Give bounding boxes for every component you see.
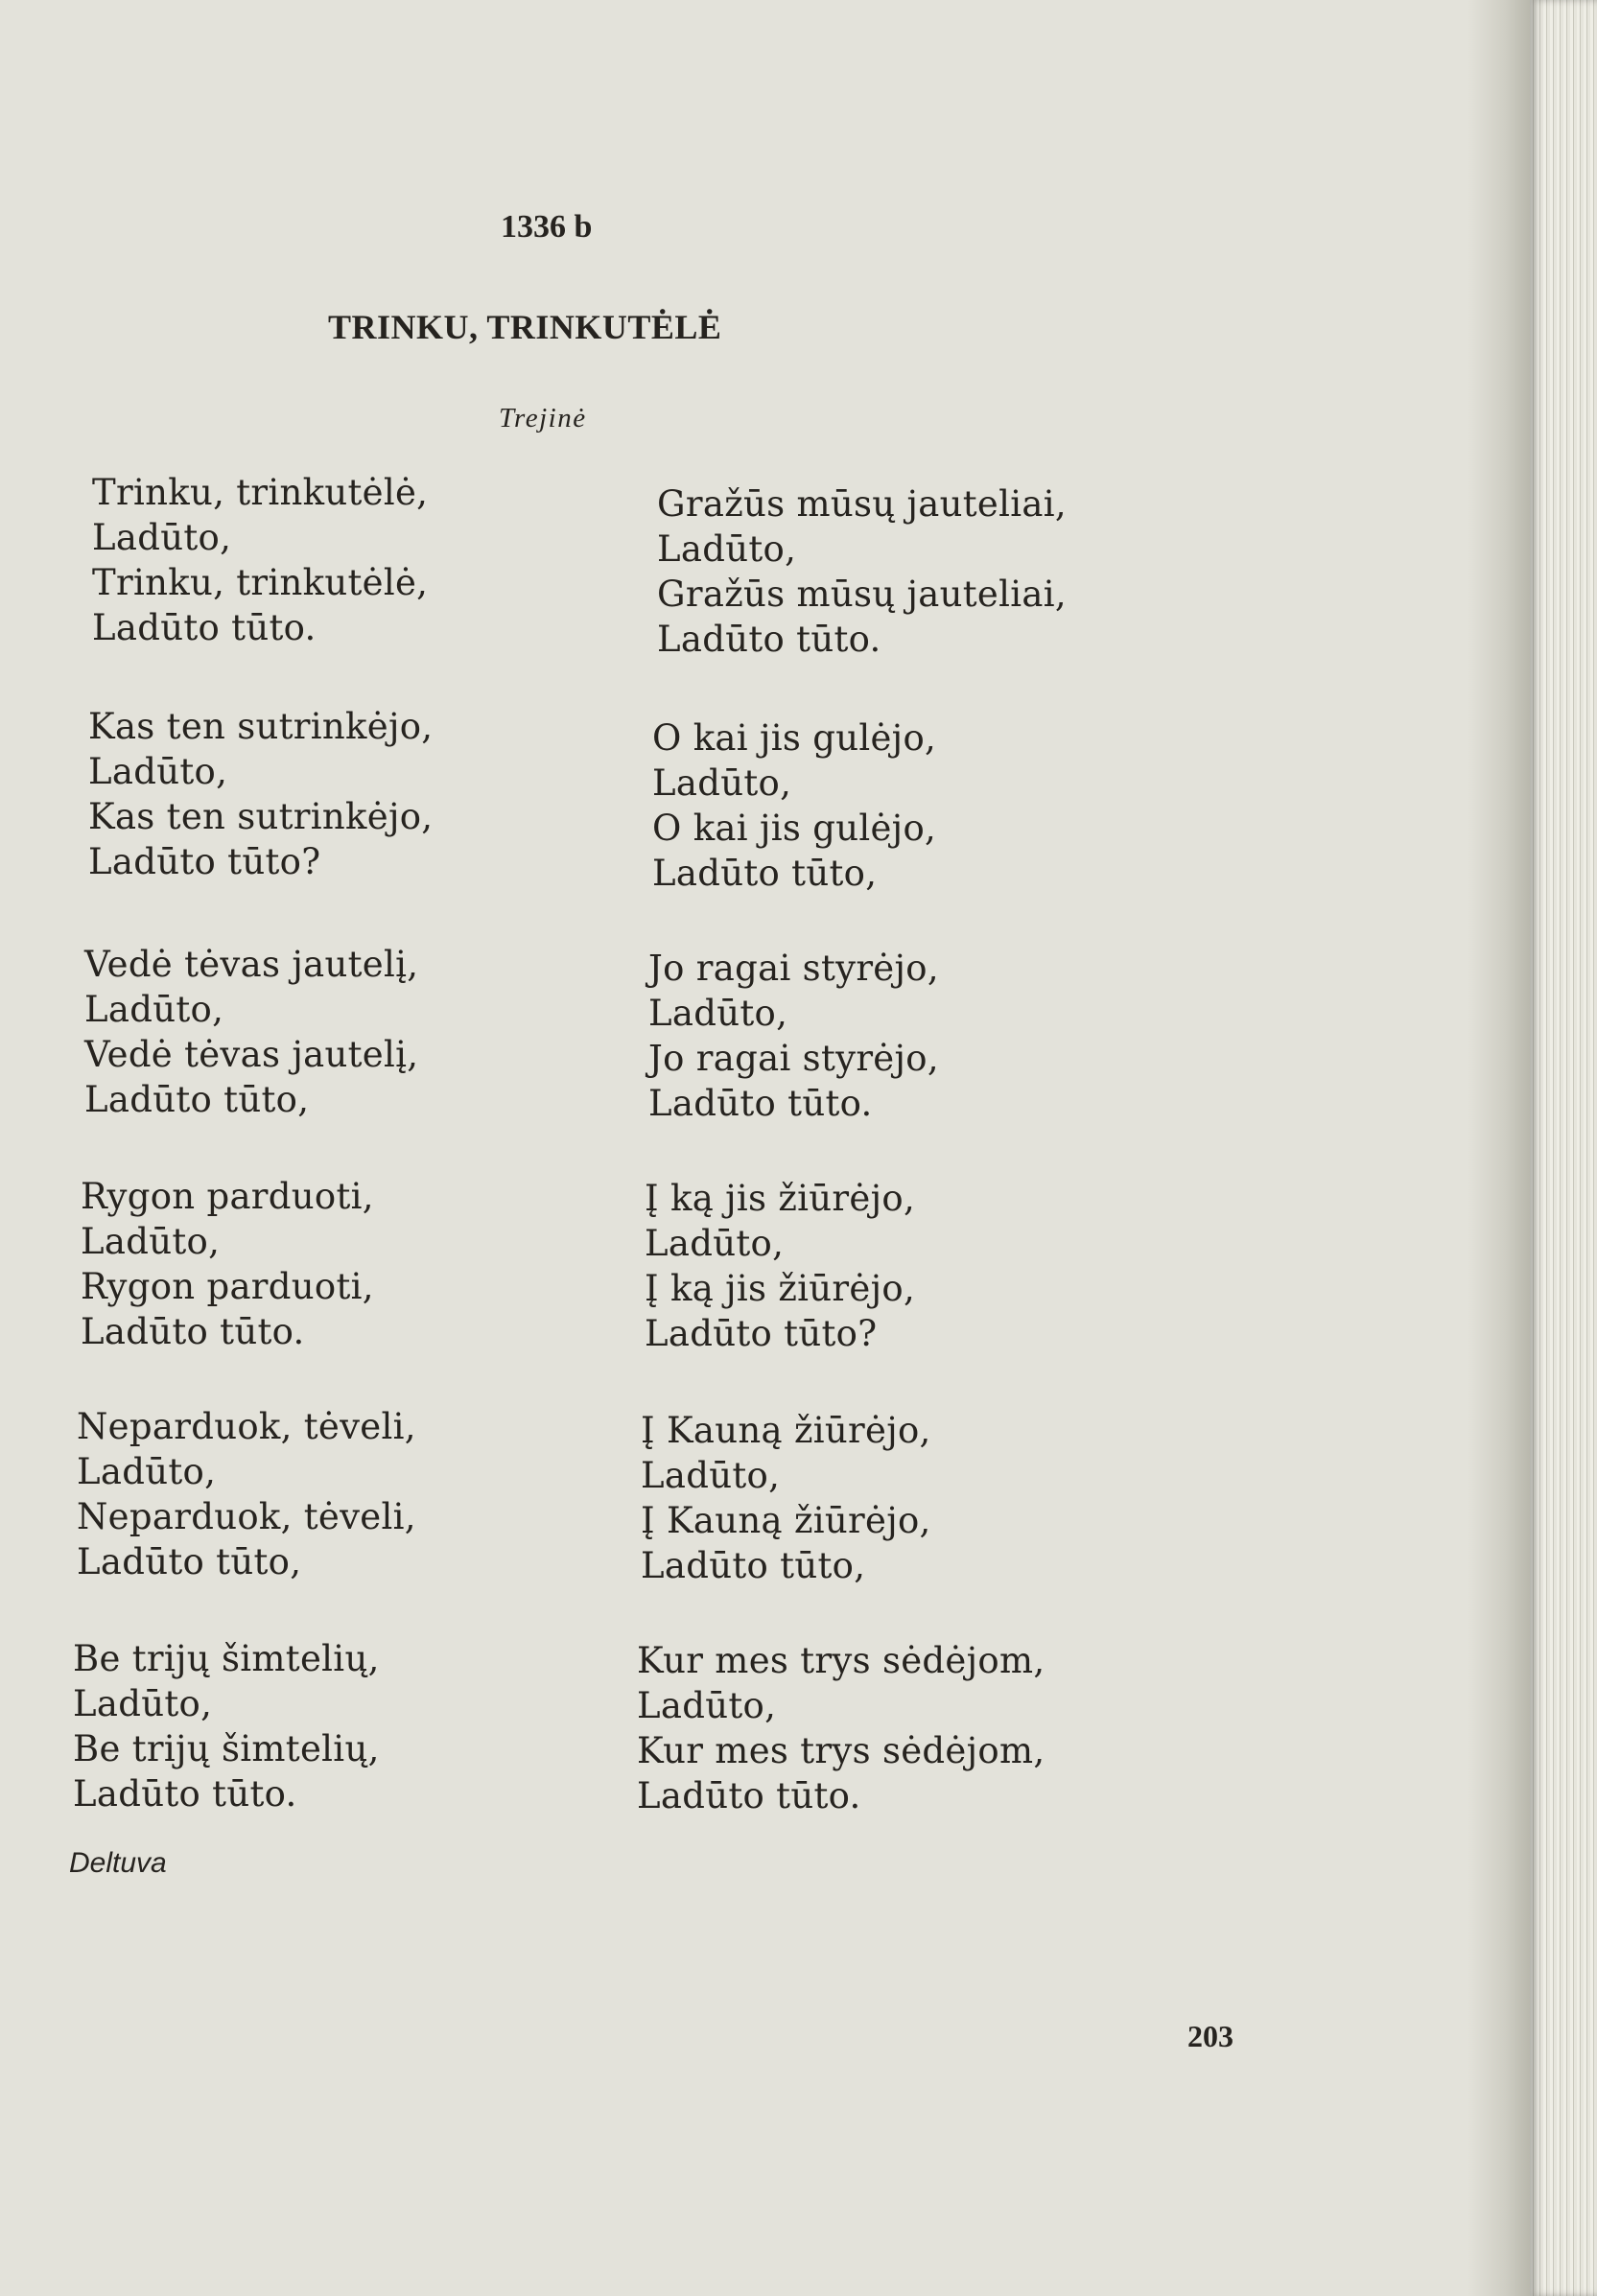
- stanza-left-1: [92, 470, 428, 650]
- verse-line: Ladūto,: [88, 751, 228, 792]
- verse-line: Ladūto tūto?: [88, 841, 321, 882]
- verse-line: Ladūto,: [648, 993, 788, 1034]
- verse-line: Ladūto,: [84, 989, 224, 1030]
- verse-line: Be trijų šimtelių,: [73, 1728, 380, 1769]
- verse-line: Rygon parduoti,: [81, 1176, 374, 1217]
- verse-line: Jo ragai styrėjo,: [648, 1038, 939, 1079]
- song-title: TRINKU, TRINKUTĖLĖ: [328, 308, 722, 346]
- verse-line: Kas ten sutrinkėjo,: [88, 706, 434, 747]
- place-of-recording: Deltuva: [69, 1847, 167, 1879]
- verse-line: Ladūto tūto,: [84, 1079, 310, 1120]
- verse-line: Ladūto,: [657, 528, 797, 570]
- verse-line: Rygon parduoti,: [81, 1266, 374, 1307]
- verse-line: Ladūto tūto,: [652, 853, 878, 894]
- verse-line: Neparduok, tėveli,: [77, 1406, 416, 1447]
- verse-line: Gražūs mūsų jauteliai,: [657, 574, 1067, 615]
- verse-line: Ladūto,: [652, 762, 792, 804]
- stanza-right-4: [645, 1176, 915, 1356]
- verse-line: Kas ten sutrinkėjo,: [88, 796, 434, 837]
- stanza-left-5: [77, 1404, 416, 1584]
- stanza-right-2: [652, 715, 936, 896]
- verse-line: Ladūto,: [77, 1451, 217, 1492]
- verse-line: Ladūto,: [92, 517, 232, 558]
- verse-line: Į ką jis žiūrėjo,: [645, 1268, 916, 1309]
- verse-line: Į Kauną žiūrėjo,: [641, 1500, 931, 1541]
- verse-line: Ladūto,: [73, 1683, 213, 1724]
- page-edges: [1530, 0, 1597, 2296]
- stanza-left-3: [84, 942, 418, 1122]
- verse-line: Ladūto tūto.: [648, 1083, 873, 1124]
- stanza-left-4: [81, 1174, 374, 1354]
- stanza-left-2: [88, 704, 433, 884]
- verse-line: Į ką jis žiūrėjo,: [645, 1178, 916, 1219]
- verse-line: O kai jis gulėjo,: [652, 717, 937, 759]
- verse-line: Ladūto,: [641, 1455, 781, 1496]
- verse-line: Vedė tėvas jautelį,: [84, 944, 419, 985]
- verse-line: Ladūto tūto,: [77, 1541, 302, 1582]
- verse-line: Į Kauną žiūrėjo,: [641, 1410, 931, 1451]
- stanza-right-5: [641, 1408, 931, 1588]
- stanza-right-1: [657, 481, 1067, 662]
- verse-line: Ladūto tūto.: [657, 619, 881, 660]
- verse-line: Ladūto tūto.: [637, 1775, 861, 1816]
- verse-line: Ladūto,: [81, 1221, 221, 1262]
- verse-line: Be trijų šimtelių,: [73, 1638, 380, 1679]
- verse-line: Trinku, trinkutėlė,: [92, 472, 429, 513]
- verse-line: Ladūto tūto?: [645, 1313, 878, 1354]
- verse-line: Ladūto,: [637, 1685, 777, 1726]
- verse-line: Ladūto,: [645, 1223, 785, 1264]
- verse-line: Ladūto tūto.: [81, 1311, 305, 1352]
- verse-line: Neparduok, tėveli,: [77, 1496, 416, 1537]
- verse-line: Jo ragai styrėjo,: [648, 948, 939, 989]
- verse-line: Trinku, trinkutėlė,: [92, 562, 429, 603]
- song-number: 1336 b: [501, 209, 593, 245]
- stanza-right-3: [648, 946, 939, 1126]
- verse-line: Gražūs mūsų jauteliai,: [657, 483, 1067, 525]
- page-gutter: [1468, 0, 1530, 2296]
- verse-line: Ladūto tūto.: [73, 1773, 297, 1815]
- verse-line: O kai jis gulėjo,: [652, 808, 937, 849]
- verse-line: Vedė tėvas jautelį,: [84, 1034, 419, 1075]
- verse-line: Ladūto tūto,: [641, 1545, 866, 1586]
- song-subtitle: Trejinė: [499, 403, 587, 433]
- verse-line: Ladūto tūto.: [92, 607, 317, 648]
- stanza-right-6: [637, 1638, 1045, 1818]
- stanza-left-6: [73, 1636, 380, 1816]
- verse-line: Kur mes trys sėdėjom,: [637, 1640, 1045, 1681]
- page-number: 203: [1187, 2019, 1233, 2053]
- verse-line: Kur mes trys sėdėjom,: [637, 1730, 1045, 1771]
